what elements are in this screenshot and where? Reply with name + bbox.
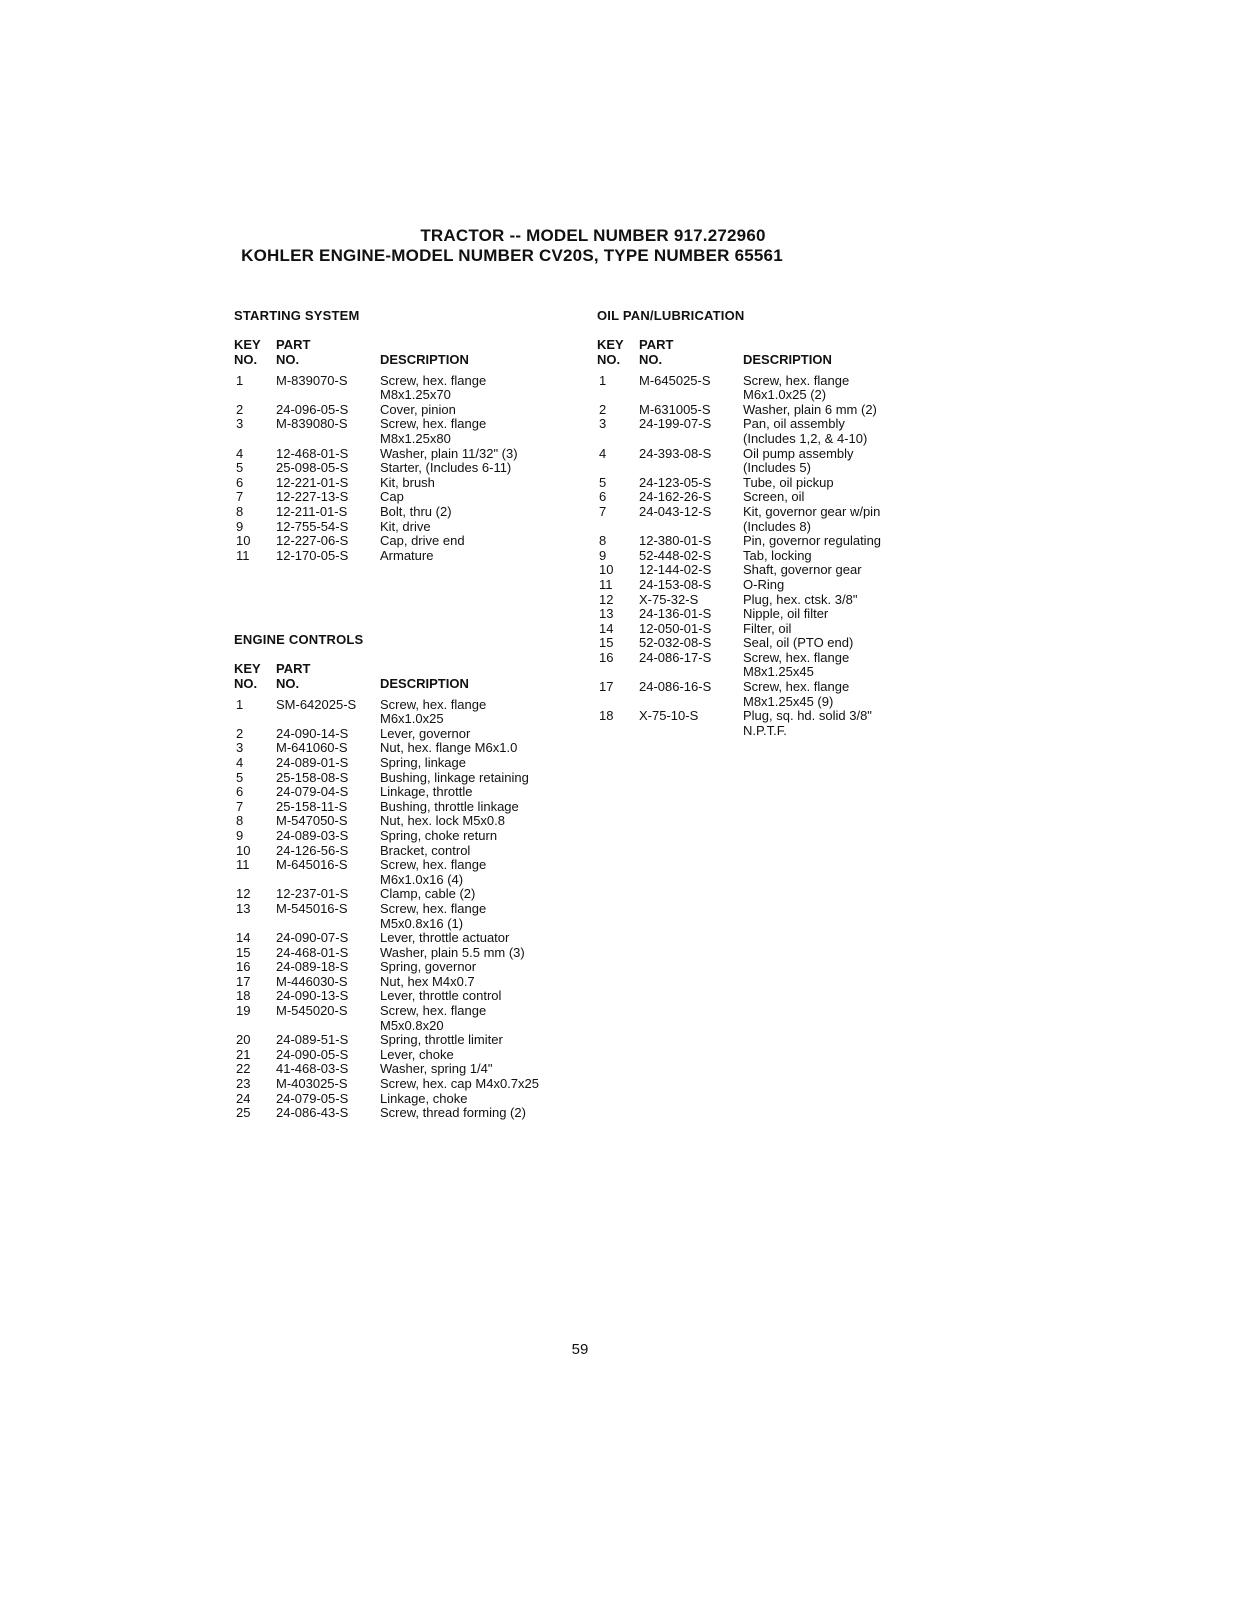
part-description: Kit, governor gear w/pin (Includes 8) (743, 503, 881, 534)
part-number: M-641060-S (276, 740, 348, 756)
part-description: Cover, pinion (380, 401, 456, 417)
part-number: 24-126-56-S (276, 842, 349, 858)
part-number: M-545016-S (276, 900, 348, 916)
part-number: X-75-32-S (639, 591, 699, 607)
part-no-header: NO. (276, 351, 300, 367)
key-number: 4 (236, 445, 244, 461)
part-number: 24-090-13-S (276, 988, 349, 1004)
column-header (597, 338, 937, 368)
page-subtitle: KOHLER ENGINE-MODEL NUMBER CV20S, TYPE NUMBER 65561 (241, 246, 783, 265)
part-description: Linkage, choke (380, 1090, 468, 1106)
part-description: Bushing, throttle linkage (380, 798, 519, 814)
part-number: M-839080-S (276, 416, 348, 432)
parts-list (234, 374, 574, 564)
table-row (234, 1106, 594, 1121)
table-row (234, 1062, 594, 1077)
part-number: M-403025-S (276, 1076, 348, 1092)
part-no-header: NO. (639, 351, 663, 367)
table-row (597, 476, 937, 491)
table-row (234, 785, 594, 800)
key-number: 6 (236, 474, 244, 490)
parts-list (597, 374, 937, 739)
part-description: Washer, plain 5.5 mm (3) (380, 944, 525, 960)
table-row (234, 975, 594, 990)
part-description: Tube, oil pickup (743, 474, 834, 490)
starting-system-section (234, 309, 574, 563)
part-description: Tab, locking (743, 547, 812, 563)
engine-controls-section (234, 633, 594, 1121)
key-header: KEY (234, 336, 261, 352)
oil-pan-lubrication-section (597, 309, 937, 738)
part-description: Screw, hex. flange M6x1.0x25 (380, 696, 487, 727)
table-row (597, 374, 937, 403)
part-number: 12-380-01-S (639, 533, 712, 549)
table-row (597, 447, 937, 476)
key-number: 9 (236, 827, 244, 843)
description-header: DESCRIPTION (380, 675, 469, 691)
part-number: 24-090-05-S (276, 1046, 349, 1062)
part-number: 24-086-16-S (639, 679, 712, 695)
table-row (597, 680, 937, 709)
table-row (234, 374, 574, 403)
table-row (234, 1048, 594, 1063)
part-number: M-545020-S (276, 1003, 348, 1019)
table-row (234, 960, 594, 975)
key-number: 7 (236, 798, 244, 814)
part-description: Oil pump assembly (Includes 5) (743, 445, 854, 476)
key-number: 9 (599, 547, 607, 563)
table-row (234, 505, 574, 520)
table-row (234, 902, 594, 931)
key-number: 11 (236, 857, 250, 873)
table-row (234, 1077, 594, 1092)
table-row (234, 800, 594, 815)
part-number: 12-170-05-S (276, 547, 349, 563)
table-row (234, 989, 594, 1004)
part-number: 24-079-04-S (276, 784, 349, 800)
no-header: NO. (234, 351, 258, 367)
part-description: Washer, plain 11/32" (3) (380, 445, 518, 461)
part-description: Armature (380, 547, 434, 563)
part-number: 24-136-01-S (639, 606, 712, 622)
part-number: 12-755-54-S (276, 518, 349, 534)
part-number: 52-448-02-S (639, 547, 712, 563)
part-description: Bolt, thru (2) (380, 503, 452, 519)
part-description: Plug, sq. hd. solid 3/8" N.P.T.F. (743, 708, 872, 738)
table-row (234, 461, 574, 476)
table-row (234, 549, 574, 564)
part-number: 12-221-01-S (276, 474, 349, 490)
key-number: 16 (236, 959, 251, 975)
table-row (234, 698, 594, 727)
part-description: Lever, choke (380, 1046, 454, 1062)
part-number: 25-158-11-S (276, 798, 348, 814)
table-row (234, 490, 574, 505)
key-number: 10 (599, 562, 614, 578)
part-number: 24-162-26-S (639, 489, 712, 505)
key-number: 16 (599, 649, 614, 665)
part-description: Lever, throttle control (380, 988, 502, 1004)
part-no-header: NO. (276, 675, 300, 691)
part-number: 24-086-17-S (639, 649, 712, 665)
table-row (234, 741, 594, 756)
key-number: 14 (236, 930, 251, 946)
no-header: NO. (234, 675, 258, 691)
part-description: Screw, hex. flange M8x1.25x45 (9) (743, 679, 850, 709)
table-row (234, 946, 594, 961)
key-number: 7 (236, 489, 244, 505)
table-row (234, 417, 574, 446)
table-row (234, 520, 574, 535)
part-number: 24-090-14-S (276, 725, 349, 741)
table-row (234, 403, 574, 418)
key-number: 10 (236, 533, 251, 549)
part-description: Starter, (Includes 6-11) (380, 460, 512, 476)
part-description: Lever, governor (380, 725, 471, 741)
page-title: TRACTOR -- MODEL NUMBER 917.272960 (420, 226, 766, 245)
part-description: Screen, oil (743, 489, 805, 505)
part-description: Screw, hex. flange M6x1.0x25 (2) (743, 372, 850, 403)
table-row (597, 593, 937, 608)
part-description: Screw, hex. flange M8x1.25x70 (380, 372, 487, 403)
part-description: Shaft, governor gear (743, 562, 862, 578)
section-title: OIL PAN/LUBRICATION (597, 308, 745, 323)
part-number: M-631005-S (639, 401, 711, 417)
table-row (234, 858, 594, 887)
part-description: Kit, drive (380, 518, 431, 534)
part-header: PART (276, 660, 311, 676)
table-row (597, 578, 937, 593)
part-description: Pan, oil assembly (Includes 1,2, & 4-10) (743, 416, 868, 446)
part-description: Spring, governor (380, 959, 477, 975)
part-number: 41-468-03-S (276, 1061, 349, 1077)
part-number: M-645025-S (639, 372, 711, 388)
key-number: 18 (236, 988, 251, 1004)
description-header: DESCRIPTION (380, 351, 469, 367)
part-number: 12-237-01-S (276, 886, 349, 902)
key-number: 8 (236, 503, 244, 519)
key-number: 14 (599, 620, 614, 636)
part-number: 24-096-05-S (276, 401, 349, 417)
description-header: DESCRIPTION (743, 351, 832, 367)
key-number: 3 (236, 416, 244, 432)
part-description: Screw, hex. flange M6x1.0x16 (4) (380, 857, 487, 887)
column-header (234, 662, 594, 692)
key-number: 18 (599, 708, 614, 724)
part-description: Spring, choke return (380, 827, 498, 843)
table-row (234, 756, 594, 771)
part-number: 12-468-01-S (276, 445, 349, 461)
key-number: 15 (599, 635, 614, 651)
key-number: 1 (236, 372, 244, 388)
part-number: 25-098-05-S (276, 460, 349, 476)
table-row (597, 417, 937, 446)
key-number: 5 (236, 769, 244, 785)
key-number: 21 (236, 1046, 251, 1062)
table-row (597, 505, 937, 534)
part-number: M-446030-S (276, 973, 348, 989)
part-number: 24-153-08-S (639, 576, 712, 592)
part-number: M-839070-S (276, 372, 348, 388)
key-number: 17 (599, 679, 614, 695)
key-number: 12 (599, 591, 614, 607)
part-number: 24-090-07-S (276, 930, 349, 946)
part-number: 24-393-08-S (639, 445, 712, 461)
table-row (597, 709, 937, 738)
table-row (597, 490, 937, 505)
part-description: Screw, hex. flange M5x0.8x16 (1) (380, 900, 487, 931)
key-number: 4 (236, 754, 244, 770)
part-number: 24-199-07-S (639, 416, 712, 432)
part-description: Washer, spring 1/4" (380, 1061, 493, 1077)
table-row (234, 771, 594, 786)
table-row (597, 622, 937, 637)
part-description: Nut, hex M4x0.7 (380, 973, 475, 989)
part-number: M-547050-S (276, 813, 348, 829)
part-number: 24-468-01-S (276, 944, 349, 960)
part-number: SM-642025-S (276, 696, 357, 712)
key-number: 7 (599, 503, 607, 519)
key-number: 1 (599, 372, 607, 388)
key-number: 24 (236, 1090, 251, 1106)
table-row (234, 931, 594, 946)
part-number: 12-211-01-S (276, 503, 348, 519)
part-number: 12-227-13-S (276, 489, 349, 505)
table-row (597, 534, 937, 549)
part-description: Screw, hex. cap M4x0.7x25 (380, 1076, 539, 1092)
table-row (597, 651, 937, 680)
part-number: M-645016-S (276, 857, 348, 873)
key-number: 22 (236, 1061, 251, 1077)
table-row (597, 563, 937, 578)
table-row (234, 887, 594, 902)
section-title: STARTING SYSTEM (234, 308, 360, 323)
part-description: Spring, linkage (380, 754, 466, 770)
table-row (597, 403, 937, 418)
table-row (234, 727, 594, 742)
part-description: Screw, thread forming (2) (380, 1105, 526, 1121)
key-number: 17 (236, 973, 251, 989)
key-number: 10 (236, 842, 251, 858)
part-description: Nut, hex. lock M5x0.8 (380, 813, 505, 829)
part-description: Filter, oil (743, 620, 792, 636)
part-description: Spring, throttle limiter (380, 1032, 503, 1048)
table-row (234, 447, 574, 462)
table-row (597, 636, 937, 651)
page-number: 59 (571, 1341, 589, 1358)
key-number: 5 (599, 474, 607, 490)
table-row (234, 1092, 594, 1107)
key-number: 3 (599, 416, 607, 432)
part-description: Linkage, throttle (380, 784, 473, 800)
key-number: 9 (236, 518, 244, 534)
key-number: 13 (236, 900, 251, 916)
key-number: 2 (236, 725, 244, 741)
part-description: Seal, oil (PTO end) (743, 635, 854, 651)
key-number: 11 (599, 576, 613, 592)
column-header (234, 338, 574, 368)
part-number: 12-227-06-S (276, 533, 349, 549)
key-header: KEY (597, 336, 624, 352)
key-number: 15 (236, 944, 251, 960)
part-number: X-75-10-S (639, 708, 699, 724)
table-row (597, 607, 937, 622)
key-number: 2 (599, 401, 607, 417)
part-description: O-Ring (743, 576, 785, 592)
table-row (234, 829, 594, 844)
part-description: Nut, hex. flange M6x1.0 (380, 740, 518, 756)
key-number: 6 (236, 784, 244, 800)
key-number: 20 (236, 1032, 251, 1048)
key-number: 1 (236, 696, 244, 712)
part-number: 12-050-01-S (639, 620, 712, 636)
part-description: Bracket, control (380, 842, 471, 858)
key-number: 5 (236, 460, 244, 476)
part-number: 52-032-08-S (639, 635, 712, 651)
key-number: 23 (236, 1076, 251, 1092)
part-description: Screw, hex. flange M8x1.25x45 (743, 649, 850, 680)
part-number: 24-086-43-S (276, 1105, 349, 1121)
part-number: 12-144-02-S (639, 562, 712, 578)
key-number: 8 (236, 813, 244, 829)
key-number: 19 (236, 1003, 251, 1019)
key-number: 4 (599, 445, 607, 461)
key-number: 3 (236, 740, 244, 756)
part-number: 24-079-05-S (276, 1090, 349, 1106)
key-number: 8 (599, 533, 607, 549)
key-header: KEY (234, 660, 261, 676)
key-number: 6 (599, 489, 607, 505)
part-description: Bushing, linkage retaining (380, 769, 529, 785)
key-number: 25 (236, 1105, 251, 1121)
part-description: Plug, hex. ctsk. 3/8" (743, 591, 858, 607)
part-description: Cap, drive end (380, 533, 465, 549)
part-description: Lever, throttle actuator (380, 930, 510, 946)
key-number: 2 (236, 401, 244, 417)
part-description: Screw, hex. flange M5x0.8x20 (380, 1003, 487, 1033)
part-description: Pin, governor regulating (743, 533, 882, 549)
part-description: Nipple, oil filter (743, 606, 829, 622)
part-description: Clamp, cable (2) (380, 886, 476, 902)
table-row (234, 476, 574, 491)
part-number: 24-089-51-S (276, 1032, 349, 1048)
part-header: PART (639, 336, 674, 352)
table-row (234, 1004, 594, 1033)
key-number: 13 (599, 606, 614, 622)
part-number: 24-089-03-S (276, 827, 349, 843)
part-description: Washer, plain 6 mm (2) (743, 401, 877, 417)
part-number: 24-089-01-S (276, 754, 349, 770)
part-number: 24-089-18-S (276, 959, 349, 975)
part-description: Cap (380, 489, 404, 505)
part-number: 24-043-12-S (639, 503, 712, 519)
table-row (597, 549, 937, 564)
table-row (234, 1033, 594, 1048)
table-row (234, 534, 574, 549)
key-number: 11 (236, 547, 250, 563)
key-number: 12 (236, 886, 251, 902)
table-row (234, 814, 594, 829)
part-header: PART (276, 336, 311, 352)
no-header: NO. (597, 351, 621, 367)
part-number: 24-123-05-S (639, 474, 712, 490)
table-row (234, 844, 594, 859)
section-title: ENGINE CONTROLS (234, 632, 364, 647)
part-description: Kit, brush (380, 474, 435, 490)
part-number: 25-158-08-S (276, 769, 349, 785)
part-description: Screw, hex. flange M8x1.25x80 (380, 416, 487, 446)
parts-list (234, 698, 594, 1121)
